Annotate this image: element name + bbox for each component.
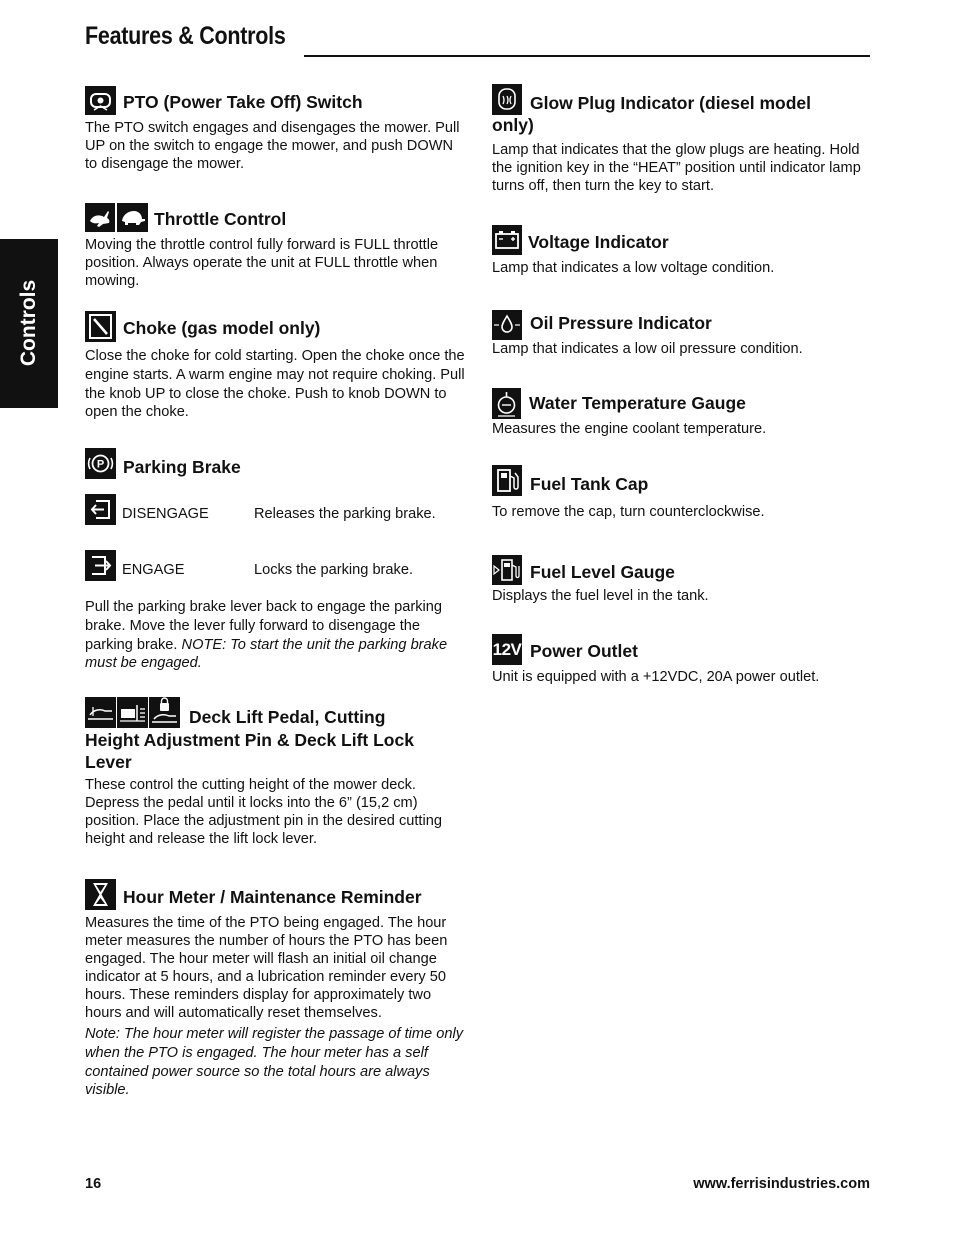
brake-disengage-desc: Releases the parking brake. (254, 506, 436, 522)
fuel-level-title: Fuel Level Gauge (530, 562, 675, 582)
hour-meter-body: Measures the time of the PTO being engaged. The hour meter measures the number of hours the PTO has been engaged. The hour meter will flash an initial oil change indicator at 5 hours, and a lubrication reminder every 50 hours. These reminders display for approximately two hours and will automatically reset themselves. (85, 915, 448, 1021)
brake-engage-desc: Locks the parking brake. (254, 562, 413, 578)
glow-plug-icon (492, 84, 522, 115)
fuel-level-body: Displays the fuel level in the tank. (492, 588, 709, 604)
oil-pressure-icon (492, 310, 522, 340)
water-temp-section (492, 388, 862, 438)
parking-brake-text (85, 598, 465, 673)
brake-engage-icon (85, 550, 116, 581)
deck-title-rest: Height Adjustment Pin & Deck Lift Lock Lever (85, 730, 414, 772)
brake-disengage-icon (85, 494, 116, 525)
section-side-tab (0, 239, 58, 408)
fuel-pump-icon (492, 465, 522, 496)
side-tab-label: Controls (17, 279, 40, 367)
battery-icon (492, 225, 522, 255)
footer-url[interactable]: www.ferrisindustries.com (693, 1176, 870, 1192)
power-outlet-section (492, 634, 862, 686)
brake-engage-row (85, 550, 465, 582)
throttle-title: Throttle Control (154, 209, 287, 229)
choke-title: Choke (gas model only) (123, 318, 321, 338)
hour-meter-title: Hour Meter / Maintenance Reminder (123, 887, 422, 907)
choke-body: Close the choke for cold starting. Open the choke once the engine starts. A warm engine may not require choking. Pull the knob UP to close the choke. Push to knob DOWN to open the choke. (85, 348, 465, 421)
throttle-section (85, 203, 465, 290)
voltage-body: Lamp that indicates a low voltage condition. (492, 260, 775, 276)
choke-icon (85, 311, 116, 342)
deck-lift-pedal-icon (85, 697, 116, 728)
deck-section (85, 697, 465, 848)
glow-plug-title-line1: Glow Plug Indicator (diesel model (530, 93, 812, 113)
fuel-level-icon (492, 555, 522, 585)
fuel-cap-body: To remove the cap, turn counterclockwise. (492, 504, 765, 520)
choke-section (85, 311, 465, 422)
page-number: 16 (85, 1176, 102, 1192)
glow-plug-body: Lamp that indicates that the glow plugs are heating. Hold the ignition key in the “HEAT” position until indicator lamp turns off, then turn the key to start. (492, 142, 861, 194)
parking-brake-body: Pull the parking brake lever back to engage the parking brake. Move the lever fully forward to disengage the parking brake. (85, 599, 442, 653)
hour-meter-section (85, 879, 465, 1100)
brake-disengage-label: DISENGAGE (122, 506, 209, 522)
glow-plug-section (492, 84, 862, 195)
water-temp-title: Water Temperature Gauge (529, 393, 746, 413)
voltage-title: Voltage Indicator (528, 232, 669, 252)
brake-engage-label: ENGAGE (122, 562, 185, 578)
coolant-temp-icon (492, 388, 521, 419)
height-pin-icon (117, 697, 148, 728)
oil-pressure-body: Lamp that indicates a low oil pressure condition. (492, 341, 803, 357)
title-rule (304, 55, 870, 57)
deck-body: These control the cutting height of the mower deck. Depress the pedal until it locks into the 6” (15,2 cm) position. Place the adjustment pin in the desired cutting height and release the lift lock lever. (85, 777, 442, 847)
power-outlet-title: Power Outlet (530, 641, 638, 661)
oil-pressure-section (492, 310, 862, 358)
pto-body: The PTO switch engages and disengages the mower. Pull UP on the switch to engage the mower, and push DOWN to disengage the mower. (85, 120, 460, 172)
fuel-cap-title: Fuel Tank Cap (530, 474, 649, 494)
svg-text:P: P (96, 458, 105, 471)
power-outlet-12v-icon: 12V (492, 634, 522, 665)
turtle-icon (117, 203, 148, 232)
deck-title-line1: Deck Lift Pedal, Cutting (189, 707, 386, 727)
power-outlet-body: Unit is equipped with a +12VDC, 20A power outlet. (492, 669, 820, 685)
pto-switch-icon (85, 86, 116, 115)
parking-brake-note: NOTE: To start the unit the parking brake must be engaged. (85, 636, 448, 672)
parking-brake-icon (85, 448, 116, 479)
pto-title: PTO (Power Take Off) Switch (123, 92, 363, 112)
fuel-level-section (492, 555, 862, 605)
rabbit-icon (85, 203, 115, 232)
glow-plug-title-line2: only) (492, 115, 534, 135)
parking-brake-title: Parking Brake (123, 457, 241, 477)
page-title: Features & Controls (85, 22, 286, 50)
voltage-section (492, 225, 862, 277)
throttle-body: Moving the throttle control fully forward is FULL throttle position. Always operate the unit at FULL throttle when mowing. (85, 237, 439, 289)
pto-section (85, 86, 465, 173)
hour-meter-note: Note: The hour meter will register the passage of time only when the PTO is engaged. The hour meter has a self contained power source so the total hours are always visible. (85, 1026, 463, 1099)
parking-brake-section (85, 448, 465, 480)
hourglass-icon (85, 879, 116, 910)
brake-disengage-row (85, 494, 465, 526)
fuel-cap-section (492, 465, 862, 521)
oil-pressure-title: Oil Pressure Indicator (530, 313, 712, 333)
deck-lock-icon (149, 697, 180, 728)
water-temp-body: Measures the engine coolant temperature. (492, 421, 767, 437)
